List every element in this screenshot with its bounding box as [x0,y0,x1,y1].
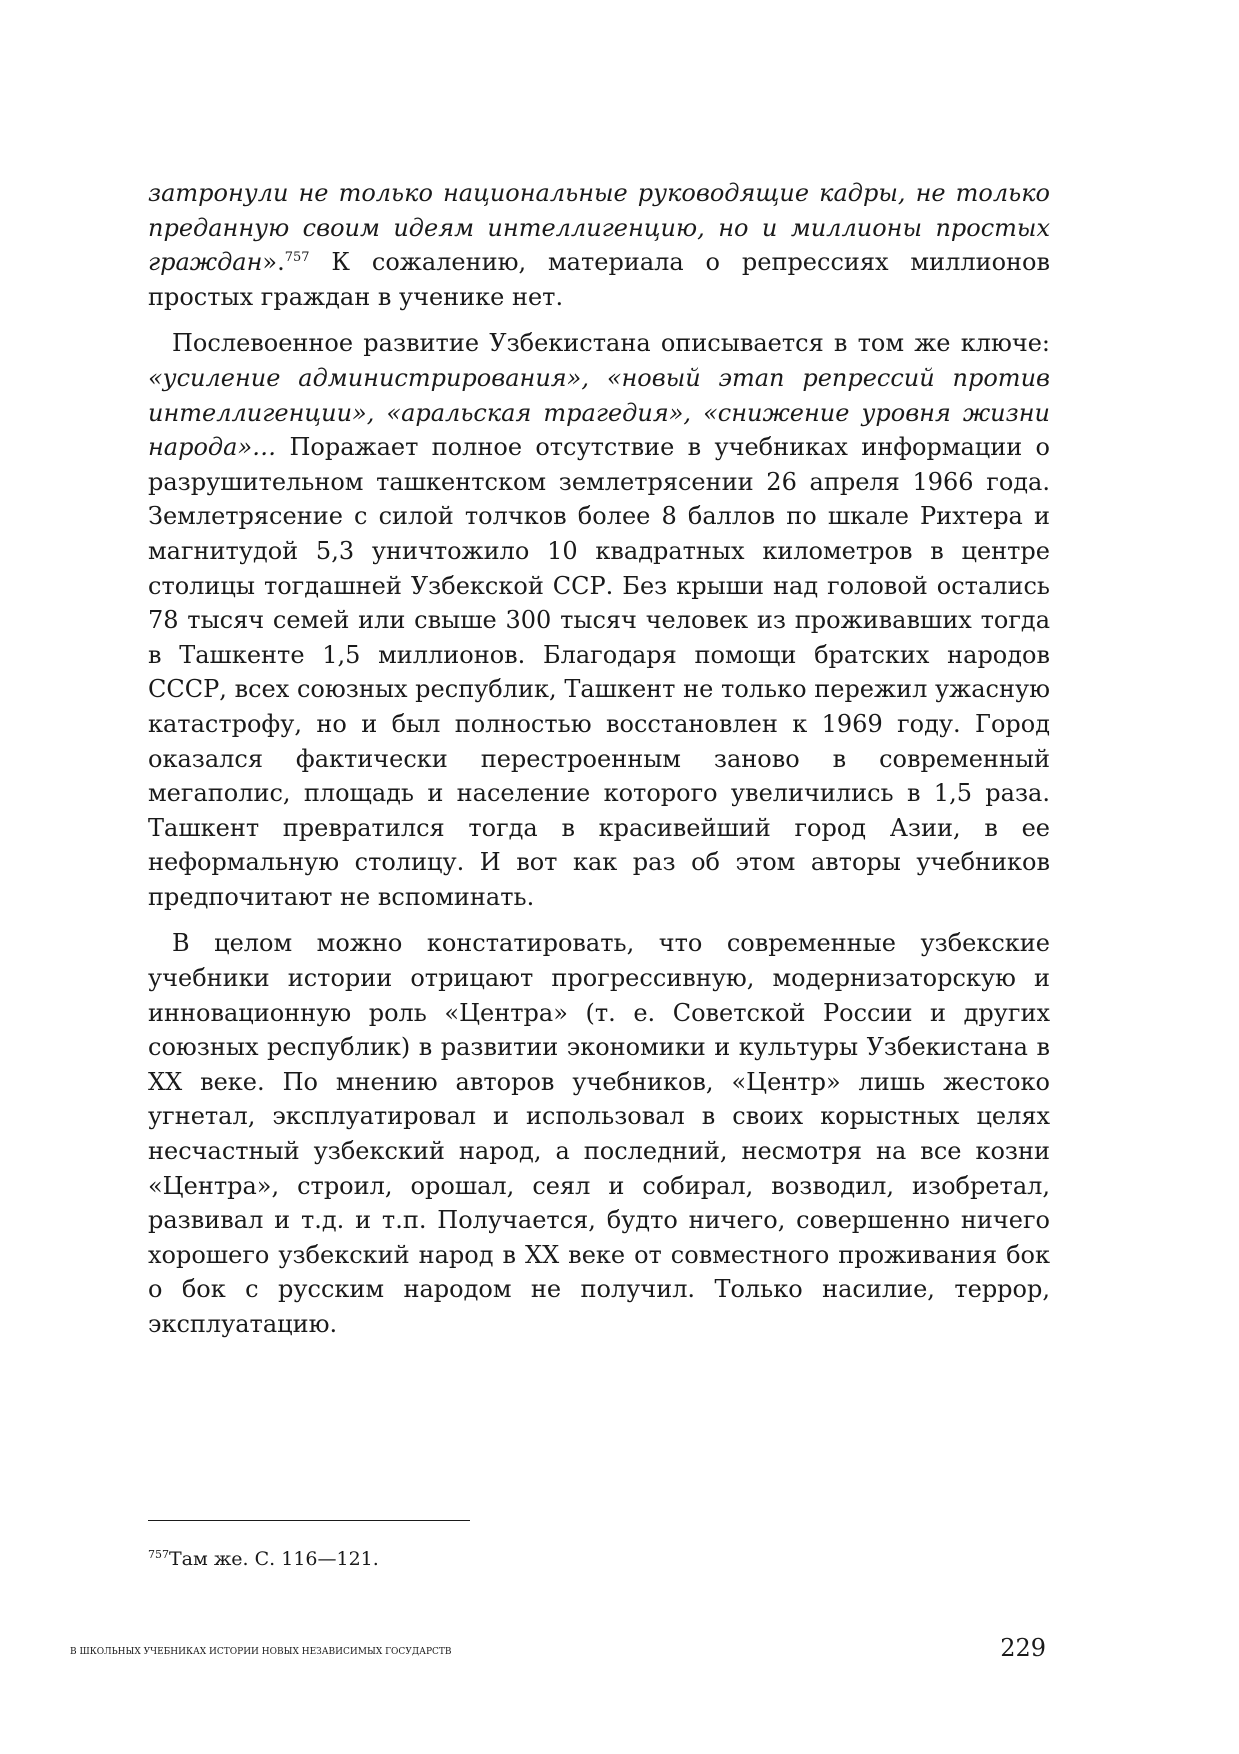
quote-italic: затронули не только национальные руководящие кадры, не только преданную своим идеям интеллигенцию, но и миллионы простых граждан [148,179,1050,277]
main-text [148,176,1050,1354]
footnote-text: Там же. С. 116—121. [169,1548,379,1570]
paragraph-text: Поражает полное отсутствие в учебниках информации о разрушительном ташкентском землетрясении 26 апреля 1966 года. Землетрясение с силой толчков более 8 баллов по шкале Рихтера и магнитудой 5,3 уничтожило 10 квадратных километров в центре столицы тогдашней Узбекской ССР. Без крыши над головой остались 78 тысяч семей или свыше 300 тысяч человек из проживавших тогда в Ташкенте 1,5 миллионов. Благодаря помощи братских народов СССР, всех союзных республик, Ташкент не только пережил ужасную катастрофу, но и был полностью восстановлен к 1969 году. Город оказался фактически перестроенным заново в современный мегаполис, площадь и население которого увеличились в 1,5 раза. Ташкент превратился тогда в красивейший город Азии, в ее неформальную столицу. И вот как раз об этом авторы учебников предпочитают не вспоминать. [148,433,1050,911]
paragraph-1 [148,176,1050,314]
footnote-divider [148,1520,470,1521]
paragraph-text: В целом можно констатировать, что современные узбекские учебники истории отрицают прогрессивную, модернизаторскую и инновационную роль «Центра» (т. е. Советской России и других союзных республик) в развитии экономики и культуры Узбекистана в XX веке. По мнению авторов учебников, «Центр» лишь жестоко угнетал, эксплуатировал и использовал в своих корыстных целях несчастный узбекский народ, а последний, несмотря на все козни «Центра», строил, орошал, сеял и собирал, возводил, изобретал, развивал и т.д. и т.п. Получается, будто ничего, совершенно ничего хорошего узбекский народ в XX веке от совместного проживания бок о бок с русским народом не получил. Только насилие, террор, эксплуатацию. [148,929,1050,1338]
quote-close: ». [262,248,285,277]
running-title: В ШКОЛЬНЫХ УЧЕБНИКАХ ИСТОРИИ НОВЫХ НЕЗАВИСИМЫХ ГОСУДАРСТВ [70,1647,452,1657]
quote-italic: «усиление администрирования», «новый этап репрессий против интеллигенции», «аральская трагедия», «снижение уровня жизни народа»… [148,363,1050,462]
footnote-ref[interactable]: 757 [284,250,310,266]
footnote-number: 757 [148,1548,169,1561]
footnote [148,1546,379,1572]
page-number: 229 [1000,1634,1046,1662]
paragraph-2 [148,326,1050,914]
paragraph-text: К сожалению, материала о репрессиях миллионов простых граждан в ученике нет. [148,248,1050,311]
paragraph-3 [148,926,1050,1341]
paragraph-text: Послевоенное развитие Узбекистана описывается в том же ключе: [172,329,1050,358]
